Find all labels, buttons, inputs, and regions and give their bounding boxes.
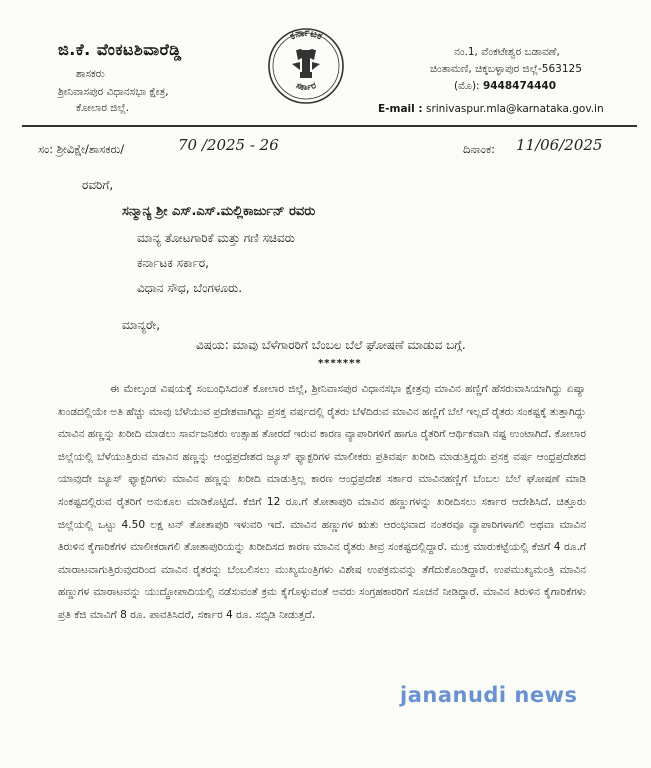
recipient-greeting: ರವರಿಗೆ, [82,178,114,192]
address-line-1: ನಂ.1, ವೆಂಕಟೇಶ್ವರ ಬಡಾವಣೆ, [454,46,560,58]
date-label: ದಿನಾಂಕ: [463,142,496,156]
reference-number: 70 /2025 - 26 [178,136,279,154]
header-divider [22,125,637,127]
recipient-office: ವಿಧಾನ ಸೌಧ, ಬೆಂಗಳೂರು. [137,281,243,295]
reference-label: ಸಂ: ಶ್ರೀವಿಕ್ಷೇ/ಶಾಸಕರು/ [38,142,125,156]
district: ಕೋಲಾರ ಜಿಲ್ಲೆ. [76,102,130,114]
salutation: ಮಾನ್ಯರೇ, [122,318,161,332]
letter-body [58,378,586,627]
letterhead-left [58,40,258,115]
mla-name: ಜಿ.ಕೆ. ವೆಂಕಟಶಿವಾರೆಡ್ಡಿ [58,40,182,59]
recipient-designation: ಮಾನ್ಯ ತೋಟಗಾರಿಕೆ ಮತ್ತು ಗಣಿ ಸಚಿವರು [137,231,295,245]
email-label: E-mail : [378,103,423,115]
watermark: jananudi news [400,683,578,707]
mla-role: ಶಾಸಕರು [76,68,105,80]
recipient-government: ಕರ್ನಾಟಕ ಸರ್ಕಾರ, [137,256,209,270]
mobile-line [454,80,640,93]
email-line [378,103,640,115]
reference-row [38,138,618,162]
seal-bottom-text: ಸರ್ಕಾರ [294,81,318,93]
separator: ******* [318,358,362,369]
recipient-name: ಸನ್ಮಾನ್ಯ ಶ್ರೀ ಎಸ್.ಎಸ್.ಮಲ್ಲಿಕಾರ್ಜುನ್ ರವರು [122,204,316,219]
seal-top-text: ಕರ್ನಾಟಕ [288,27,324,43]
date-value: 11/06/2025 [516,136,603,154]
svg-text:ಕರ್ನಾಟಕ [288,27,324,42]
subject-line: ವಿಷಯ: ಮಾವು ಬೆಳೆಗಾರರಿಗೆ ಬೆಂಬಲ ಬೆಲೆ ಘೋಷಣೆ ಮಾಡುವ ಬಗ್ಗೆ. [196,338,466,352]
mobile-number: 9448474440 [482,80,556,92]
gandaberunda-emblem-icon [292,49,320,78]
constituency: ಶ್ರೀನಿವಾಸಪುರ ವಿಧಾನಸಭಾ ಕ್ಷೇತ್ರ, [58,86,169,98]
government-seal [266,20,346,106]
svg-text:ಸರ್ಕಾರ [295,81,318,93]
letterhead-right [378,42,640,115]
address-line-2: ಚಿಂತಾಮಣಿ, ಚಿಕ್ಕಬಳ್ಳಾಪುರ ಜಿಲ್ಲೆ-563125 [430,63,582,75]
mobile-label: (ಮೊ): [454,80,480,92]
body-paragraph: ಈ ಮೇಲ್ಕಂಡ ವಿಷಯಕ್ಕೆ ಸಂಬಂಧಿಸಿದಂತೆ ಕೋಲಾರ ಜಿಲ್ಲೆ, ಶ್ರೀನಿವಾಸಪುರ ವಿಧಾನಸಭಾ ಕ್ಷೇತ್ರವು ಮಾವಿನ ಹಣ್ಣಿಗೆ ಹೆಸರುವಾಸಿಯಾಗಿದ್ದು ಏಷ್ಯಾ ಖಂಡದಲ್ಲಿಯೇ ಅತಿ ಹೆಚ್ಚು ಮಾವು ಬೆಳೆಯುವ ಪ್ರದೇಶವಾಗಿದ್ದು ಪ್ರಸಕ್ತ ವರ್ಷದಲ್ಲಿ ರೈತರು ಬೆಳೆದಿರುವ ಮಾವಿನ ಹಣ್ಣಿಗೆ ಬೆಲೆ ಇಲ್ಲದೆ ರೈತರು ಸಂಕಷ್ಟಕ್ಕೆ ತುತ್ತಾಗಿದ್ದು ಮಾವಿನ ಹಣ್ಣನ್ನು ಖರೀದಿ ಮಾಡಲು ಸಾರ್ವಜನಿಕರು ಉತ್ಸಾಹ ತೋರದೆ ಇರುವ ಕಾರಣ ವ್ಯಾಪಾರಿಗಳಿಗೆ ಹಾಗೂ ರೈತರಿಗೆ ಆರ್ಥಿಕವಾಗಿ ನಷ್ಟ ಉಂಟಾಗಿದೆ. ಕೋಲಾರ ಜಿಲ್ಲೆಯಲ್ಲಿ ಬೆಳೆಯುತ್ತಿರುವ ಮಾವಿನ ಹಣ್ಣನ್ನು ಆಂಧ್ರಪ್ರದೇಶದ ಜ್ಯೂಸ್ ಫ್ಯಾಕ್ಟರಿಗಳ ಮಾಲೀಕರು ಪ್ರತಿವರ್ಷ ಖರೀದಿ ಮಾಡುತ್ತಿದ್ದರು ಪ್ರಸಕ್ತ ವರ್ಷ ಆಂಧ್ರಪ್ರದೇಶದ ಯಾವುದೇ ಜ್ಯೂಸ್ ಫ್ಯಾಕ್ಟರಿಗಳು ಮಾವಿನ ಹಣ್ಣನ್ನು ಖರೀದಿ ಮಾಡುತ್ತಿಲ್ಲ ಕಾರಣ ಆಂಧ್ರಪ್ರದೇಶ ಸರ್ಕಾರ ಮಾವಿನಹಣ್ಣಿಗೆ ಬೆಂಬಲ ಬೆಲೆ ಘೋಷಣೆ ಮಾಡಿ ಸಂಕಷ್ಟದಲ್ಲಿರುವ ರೈತರಿಗೆ ಅನುಕೂಲ ಮಾಡಿಕೊಟ್ಟಿದೆ. ಕೆಜಿಗೆ 12 ರೂ.ಗೆ ತೋತಾಪುರಿ ಮಾವಿನ ಹಣ್ಣುಗಳನ್ನು ಖರೀದಿಸಲು ಸರ್ಕಾರ ಆದೇಶಿಸಿದೆ. ಚಿತ್ತೂರು ಜಿಲ್ಲೆಯಲ್ಲಿ ಒಟ್ಟು 4.50 ಲಕ್ಷ ಟನ್ ತೋತಾಪುರಿ ಇಳುವರಿ ಇದೆ. ಮಾವಿನ ಹಣ್ಣುಗಳ ಋತು ಆರಂಭವಾದ ನಂತರವೂ ವ್ಯಾಪಾರಿಗಳಾಗಲಿ ಅಥವಾ ಮಾವಿನ ತಿರುಳಿನ ಕೈಗಾರಿಕೆಗಳ ಮಾಲೀಕರಾಗಲಿ ತೋತಾಪುರಿಯನ್ನು ಖರೀದಿಸದ ಕಾರಣ ಮಾವಿನ ರೈತರು ತೀವ್ರ ಸಂಕಷ್ಟದಲ್ಲಿದ್ದಾರೆ. ಮುಕ್ತ ಮಾರುಕಟ್ಟೆಯಲ್ಲಿ ಕೆಜಿಗೆ 4 ರೂ.ಗೆ ಮಾರಾಟವಾಗುತ್ತಿರುವುದರಿಂದ ಮಾವಿನ ರೈತರನ್ನು ಬೆಂಬಲಿಸಲು ಮುಖ್ಯಮಂತ್ರಿಗಳು ವಿಶೇಷ ಉಪಕ್ರಮವನ್ನು ತೆಗೆದುಕೊಂಡಿದ್ದಾರೆ. ಉಪಮುಖ್ಯಮಂತ್ರಿ ಮಾವಿನ ಹಣ್ಣುಗಳ ಮಾರಾಟವನ್ನು ಯುದ್ಧೋಪಾದಿಯಲ್ಲಿ ನಡೆಸುವಂತೆ ಕ್ರಮ ಕೈಗೊಳ್ಳುವಂತೆ ಅವರು ಸಂಗ್ರಹಕಾರರಿಗೆ ಸೂಚನೆ ನೀಡಿದ್ದಾರೆ. ಮಾವಿನ ತಿರುಳಿನ ಕೈಗಾರಿಕೆಗಳು ಪ್ರತಿ ಕೆಜಿ ಮಾವಿಗೆ 8 ರೂ. ಪಾವತಿಸಿದರೆ, ಸರ್ಕಾರ 4 ರೂ. ಸಬ್ಸಿಡಿ ನೀಡುತ್ತದೆ. [58,383,586,621]
email-address: srinivaspur.mla@karnataka.gov.in [425,103,604,115]
